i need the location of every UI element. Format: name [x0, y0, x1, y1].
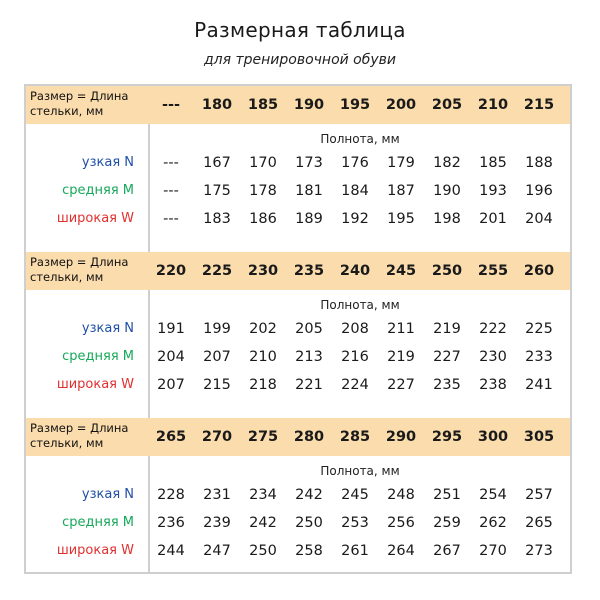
- fullness-cell: 191: [157, 321, 185, 337]
- width-type-label: широкая W: [56, 543, 134, 558]
- size-row: [26, 418, 570, 456]
- width-type-label: узкая N: [81, 155, 134, 170]
- size-cell: 180: [201, 97, 233, 113]
- fullness-cell: 264: [387, 543, 415, 559]
- size-cell: 200: [385, 97, 417, 113]
- fullness-cell: 259: [433, 515, 461, 531]
- fullness-cell: 211: [387, 321, 415, 337]
- fullness-cell: 208: [341, 321, 369, 337]
- fullness-cell: 198: [433, 211, 461, 227]
- fullness-cell: 225: [525, 321, 553, 337]
- width-type-label: средняя М: [62, 515, 134, 530]
- size-cell: 240: [339, 263, 371, 279]
- fullness-cell: 222: [479, 321, 507, 337]
- fullness-cell: 184: [341, 183, 369, 199]
- size-row-label: Размер = Длина стельки, мм: [30, 421, 129, 450]
- fullness-cell: 202: [249, 321, 277, 337]
- size-cell: 215: [523, 97, 555, 113]
- fullness-cell: 273: [525, 543, 553, 559]
- fullness-cell: 186: [249, 211, 277, 227]
- width-type-label: широкая W: [56, 211, 134, 226]
- fullness-cell: ---: [163, 183, 179, 199]
- page-title: Размерная таблица: [194, 18, 406, 42]
- fullness-cell: 188: [525, 155, 553, 171]
- fullness-cell: 261: [341, 543, 369, 559]
- fullness-cell: 167: [203, 155, 231, 171]
- width-type-label: средняя М: [62, 349, 134, 364]
- size-band: [26, 252, 570, 418]
- size-cell: 295: [431, 429, 463, 445]
- fullness-cell: 219: [433, 321, 461, 337]
- fullness-cell: 253: [341, 515, 369, 531]
- fullness-cell: 256: [387, 515, 415, 531]
- fullness-cell: 250: [249, 543, 277, 559]
- fullness-cell: 216: [341, 349, 369, 365]
- width-type-label: широкая W: [56, 377, 134, 392]
- fullness-cell: 207: [157, 377, 185, 393]
- size-cell: 255: [477, 263, 509, 279]
- fullness-cell: 215: [203, 377, 231, 393]
- fullness-cell: 224: [341, 377, 369, 393]
- fullness-cell: 265: [525, 515, 553, 531]
- width-type-label: узкая N: [81, 487, 134, 502]
- size-cell: 185: [247, 97, 279, 113]
- size-cell: 285: [339, 429, 371, 445]
- fullness-cell: 207: [203, 349, 231, 365]
- page-subtitle: для тренировочной обуви: [203, 52, 397, 68]
- fullness-cell: 248: [387, 487, 415, 503]
- fullness-cell: 241: [525, 377, 553, 393]
- fullness-cell: 190: [433, 183, 461, 199]
- fullness-cell: 178: [249, 183, 277, 199]
- fullness-cell: 170: [249, 155, 277, 171]
- fullness-cell: 244: [157, 543, 185, 559]
- fullness-cell: 242: [249, 515, 277, 531]
- fullness-cell: 235: [433, 377, 461, 393]
- fullness-cell: 242: [295, 487, 323, 503]
- fullness-cell: 218: [249, 377, 277, 393]
- size-cell: 270: [201, 429, 233, 445]
- size-row: [26, 86, 570, 124]
- fullness-cell: 227: [433, 349, 461, 365]
- size-band: [26, 418, 570, 584]
- size-cell: 260: [523, 263, 555, 279]
- size-cell: ---: [161, 97, 181, 113]
- size-band: [26, 86, 570, 252]
- size-cell: 280: [293, 429, 325, 445]
- fullness-cell: 247: [203, 543, 231, 559]
- fullness-cell: 233: [525, 349, 553, 365]
- fullness-cell: 192: [341, 211, 369, 227]
- width-type-label: средняя М: [62, 183, 134, 198]
- size-row-label: Размер = Длина стельки, мм: [30, 255, 129, 284]
- size-cell: 290: [385, 429, 417, 445]
- size-table: [24, 84, 572, 574]
- fullness-cell: 257: [525, 487, 553, 503]
- fullness-cell: 173: [295, 155, 323, 171]
- fullness-cell: 236: [157, 515, 185, 531]
- fullness-cell: 204: [157, 349, 185, 365]
- fullness-cell: 228: [157, 487, 185, 503]
- size-cell: 225: [201, 263, 233, 279]
- fullness-cell: 185: [479, 155, 507, 171]
- fullness-cell: 196: [525, 183, 553, 199]
- fullness-cell: 219: [387, 349, 415, 365]
- size-cell: 205: [431, 97, 463, 113]
- fullness-cell: 181: [295, 183, 323, 199]
- fullness-cell: 227: [387, 377, 415, 393]
- fullness-cell: 210: [249, 349, 277, 365]
- size-cell: 220: [155, 263, 187, 279]
- fullness-cell: 182: [433, 155, 461, 171]
- fullness-label: Полнота, мм: [320, 464, 400, 478]
- fullness-cell: ---: [163, 211, 179, 227]
- size-cell: 305: [523, 429, 555, 445]
- fullness-cell: 239: [203, 515, 231, 531]
- fullness-cell: 204: [525, 211, 553, 227]
- size-cell: 190: [293, 97, 325, 113]
- fullness-cell: 258: [295, 543, 323, 559]
- fullness-cell: 251: [433, 487, 461, 503]
- fullness-cell: 270: [479, 543, 507, 559]
- fullness-cell: 250: [295, 515, 323, 531]
- fullness-cell: 262: [479, 515, 507, 531]
- size-row-label: Размер = Длина стельки, мм: [30, 89, 129, 118]
- fullness-label: Полнота, мм: [320, 298, 400, 312]
- fullness-cell: 175: [203, 183, 231, 199]
- size-cell: 195: [339, 97, 371, 113]
- size-cell: 230: [247, 263, 279, 279]
- fullness-cell: 183: [203, 211, 231, 227]
- fullness-cell: 201: [479, 211, 507, 227]
- fullness-cell: 238: [479, 377, 507, 393]
- fullness-label: Полнота, мм: [320, 132, 400, 146]
- size-row: [26, 252, 570, 290]
- fullness-cell: 234: [249, 487, 277, 503]
- fullness-cell: 179: [387, 155, 415, 171]
- size-cell: 275: [247, 429, 279, 445]
- fullness-cell: 213: [295, 349, 323, 365]
- fullness-cell: 254: [479, 487, 507, 503]
- fullness-cell: 245: [341, 487, 369, 503]
- fullness-cell: 189: [295, 211, 323, 227]
- fullness-cell: 195: [387, 211, 415, 227]
- fullness-cell: 205: [295, 321, 323, 337]
- fullness-cell: 231: [203, 487, 231, 503]
- fullness-cell: 221: [295, 377, 323, 393]
- fullness-cell: 267: [433, 543, 461, 559]
- size-cell: 265: [155, 429, 187, 445]
- fullness-cell: 176: [341, 155, 369, 171]
- fullness-cell: 193: [479, 183, 507, 199]
- fullness-cell: 199: [203, 321, 231, 337]
- size-cell: 250: [431, 263, 463, 279]
- size-cell: 300: [477, 429, 509, 445]
- fullness-cell: 187: [387, 183, 415, 199]
- size-cell: 235: [293, 263, 325, 279]
- width-type-label: узкая N: [81, 321, 134, 336]
- fullness-cell: ---: [163, 155, 179, 171]
- fullness-cell: 230: [479, 349, 507, 365]
- size-cell: 210: [477, 97, 509, 113]
- size-cell: 245: [385, 263, 417, 279]
